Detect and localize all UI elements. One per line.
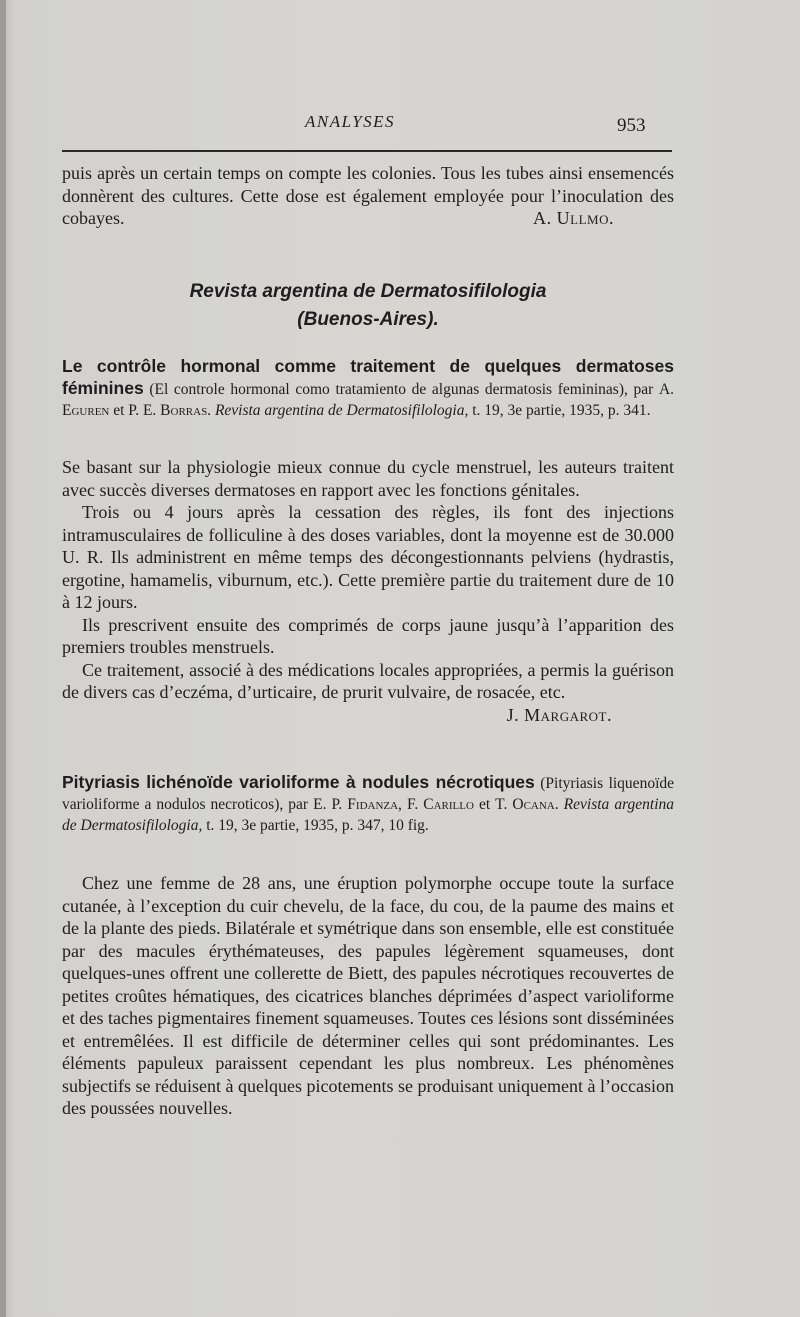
- signature-margarot: J. Margarot.: [506, 704, 612, 725]
- article-2-author-3: T. Ocana.: [495, 796, 559, 813]
- article-1-citation: t. 19, 3e partie, 1935, p. 341.: [472, 402, 651, 419]
- article-1-author-1: A. Eguren: [62, 381, 675, 419]
- article-2-journal-ref: Revista argentina de Dermatosifilologia,: [62, 796, 675, 834]
- article-2-heading: [62, 772, 674, 836]
- article-2-citation: t. 19, 3e partie, 1935, p. 347, 10 fig.: [206, 817, 429, 834]
- article-1-paragraph: Ce traitement, associé à des médications locales appropriées, a permis la guérison de divers cas d’eczéma, d’urticaire, de prurit vulvaire, de rosacée, etc.: [62, 659, 674, 702]
- article-1-original-title: (El controle hormonal como tratamiento de algunas dermatosis femininas), par: [149, 381, 654, 398]
- running-title: ANALYSES: [305, 112, 396, 131]
- signature-ullmo: A. Ullmo.: [533, 208, 614, 228]
- article-2-author-1: E. P. Fidanza,: [313, 796, 402, 813]
- article-2-and: et: [478, 796, 491, 813]
- article-1-author-2: P. E. Borras.: [128, 402, 212, 419]
- binding-edge: [0, 0, 6, 1317]
- continuation-paragraph: [62, 162, 674, 230]
- journal-heading: [62, 278, 674, 334]
- article-2-body: [62, 872, 674, 1120]
- article-1-title: Le contrôle hormonal comme traitement de quelques dermatoses féminines: [62, 356, 674, 398]
- article-2-title: Pityriasis lichénoïde varioliforme à nodules nécrotiques: [62, 772, 535, 792]
- running-head: [0, 112, 800, 136]
- article-1-paragraph: Ils prescrivent ensuite des comprimés de corps jaune jusqu’à l’apparition des premiers troubles menstruels.: [62, 614, 674, 657]
- article-2-original-title: (Pityriasis liquenoïde varioliforme a nodulos necroticos), par: [62, 775, 674, 813]
- article-1-body: [62, 456, 674, 726]
- header-rule: [62, 150, 672, 152]
- article-1-paragraph: Se basant sur la physiologie mieux connue du cycle menstruel, les auteurs traitent avec succès diverses dermatoses en rapport avec les fonctions génitales.: [62, 457, 674, 500]
- article-1-text: [62, 456, 674, 726]
- article-1-heading: [62, 356, 674, 421]
- article-2: [62, 772, 674, 836]
- article-2-paragraph: Chez une femme de 28 ans, une éruption polymorphe occupe toute la surface cutanée, à l’exception du cuir chevelu, de la face, du cou, de la paume des mains et de la plante des pieds. Bilatérale et symétrique dans son ensemble, elle est constituée par des macules érythémateuses, des papules légèrement squameuses, dont quelques-unes offrent une collerette de Biett, des papules nécrotiques recouvertes de petites croûtes hématiques, des cicatrices blanches déprimées d’aspect varioliforme et des taches pigmentaires finement squameuses. Toutes ces lésions sont disséminées et entremêlées. Il est difficile de déterminer celles qui sont prédominantes. Les éléments papuleux paraissent cependant les plus nombreux. Les phénomènes subjectifs se réduisent à quelques picotements se produisant uniquement à l’occasion des poussées nouvelles.: [62, 873, 674, 1118]
- continuation-text: puis après un certain temps on compte les colonies. Tous les tubes ainsi ensemencés donnèrent des cultures. Cette dose est également employée pour l’inoculation des cobayes.: [62, 163, 674, 228]
- continuation-block: [62, 162, 674, 230]
- page-number: 953: [617, 115, 646, 136]
- journal-heading-line1: Revista argentina de Dermatosifilologia: [189, 281, 547, 302]
- article-1-journal-ref: Revista argentina de Dermatosifilologia,: [214, 402, 469, 419]
- article-1-and: et: [113, 402, 125, 419]
- article-1: [62, 356, 674, 421]
- article-2-author-2: F. Carillo: [406, 796, 474, 813]
- article-1-paragraph: Trois ou 4 jours après la cessation des règles, ils font des injections intramusculaires de folliculine à des doses variables, dont la moyenne est de 30.000 U. R. Ils administrent en même temps des décongestionnants pelviens (hydrastis, ergotine, hamamelis, viburnum, etc.). Cette première partie du traitement dure de 10 à 12 jours.: [62, 502, 674, 612]
- journal-heading-line2: (Buenos-Aires).: [297, 309, 439, 330]
